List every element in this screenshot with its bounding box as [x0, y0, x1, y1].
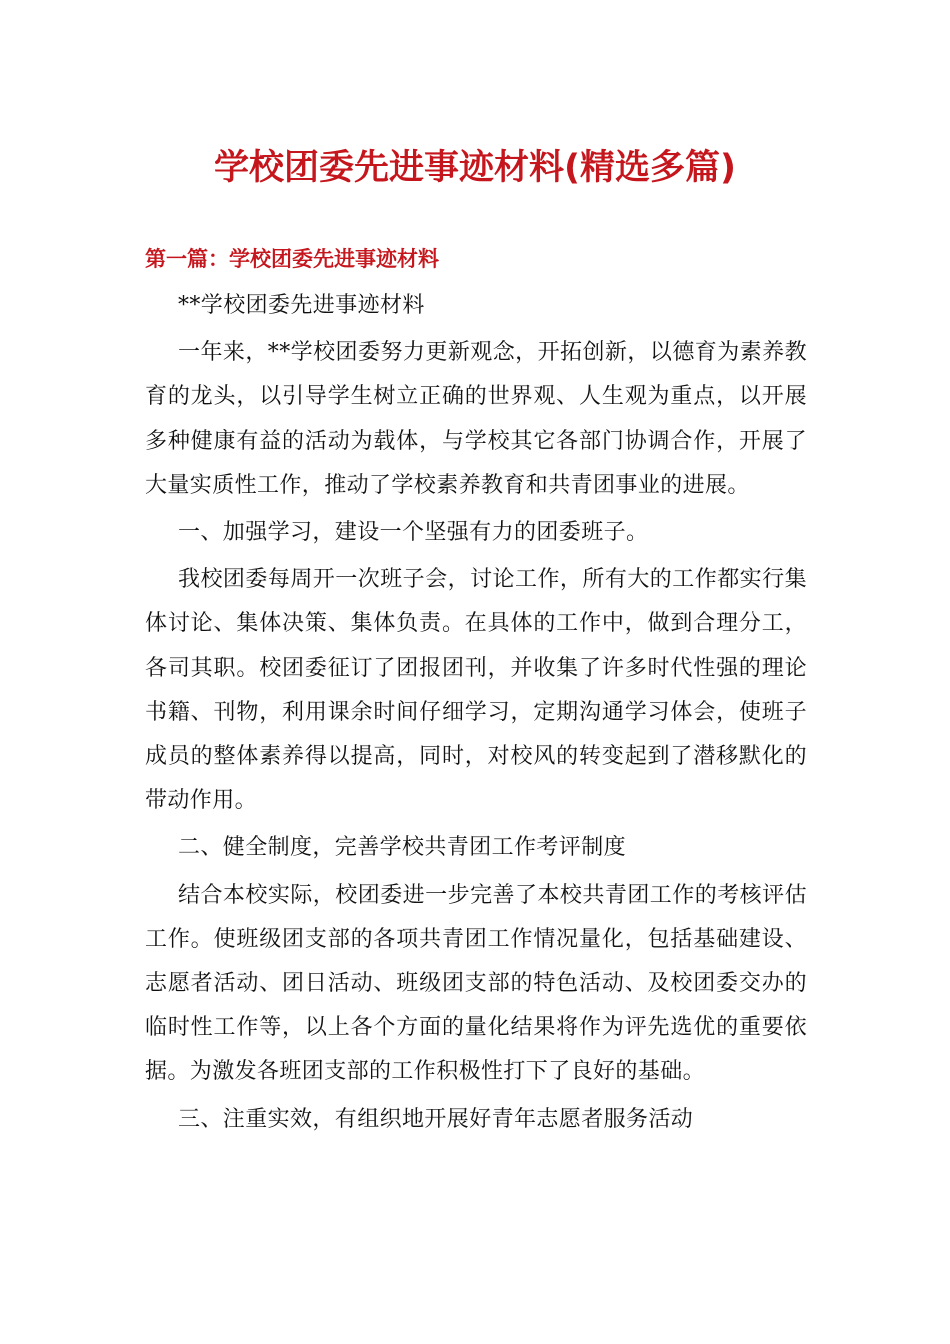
- paragraph-body-one: 我校团委每周开一次班子会，讨论工作，所有大的工作都实行集体讨论、集体决策、集体负责。在具体的工作中，做到合理分工，各司其职。校团委征订了团报团刊，并收集了许多时代性强的理论书籍、刊物，利用课余时间仔细学习，定期沟通学习体会，使班子成员的整体素养得以提高，同时，对校风的转变起到了潜移默化的带动作用。: [145, 567, 807, 814]
- paragraph-heading-one: 一、加强学习，建设一个坚强有力的团委班子。: [178, 520, 649, 546]
- document-body: [145, 238, 807, 1145]
- paragraph-body-two: 结合本校实际，校团委进一步完善了本校共青团工作的考核评估工作。使班级团支部的各项共青团工作情况量化，包括基础建设、志愿者活动、团日活动、班级团支部的特色活动、及校团委交办的临时性工作等，以上各个方面的量化结果将作为评先选优的重要依据。为激发各班团支部的工作积极性打下了良好的基础。: [145, 882, 807, 1085]
- paragraph-heading-two: 二、健全制度，完善学校共青团工作考评制度: [178, 835, 627, 861]
- document-title: 学校团委先进事迹材料(精选多篇): [214, 148, 736, 188]
- paragraph-intro: 一年来，**学校团委努力更新观念，开拓创新，以德育为素养教育的龙头，以引导学生树立正确的世界观、人生观为重点，以开展多种健康有益的活动为载体，与学校其它各部门协调合作，开展了大量实质性工作，推动了学校素养教育和共青团事业的进展。: [145, 340, 807, 498]
- paragraph-subtitle: **学校团委先进事迹材料: [178, 293, 425, 318]
- paragraph-heading-three: 三、注重实效，有组织地开展好青年志愿者服务活动: [178, 1106, 694, 1132]
- section-heading: 第一篇：学校团委先进事迹材料: [145, 247, 439, 271]
